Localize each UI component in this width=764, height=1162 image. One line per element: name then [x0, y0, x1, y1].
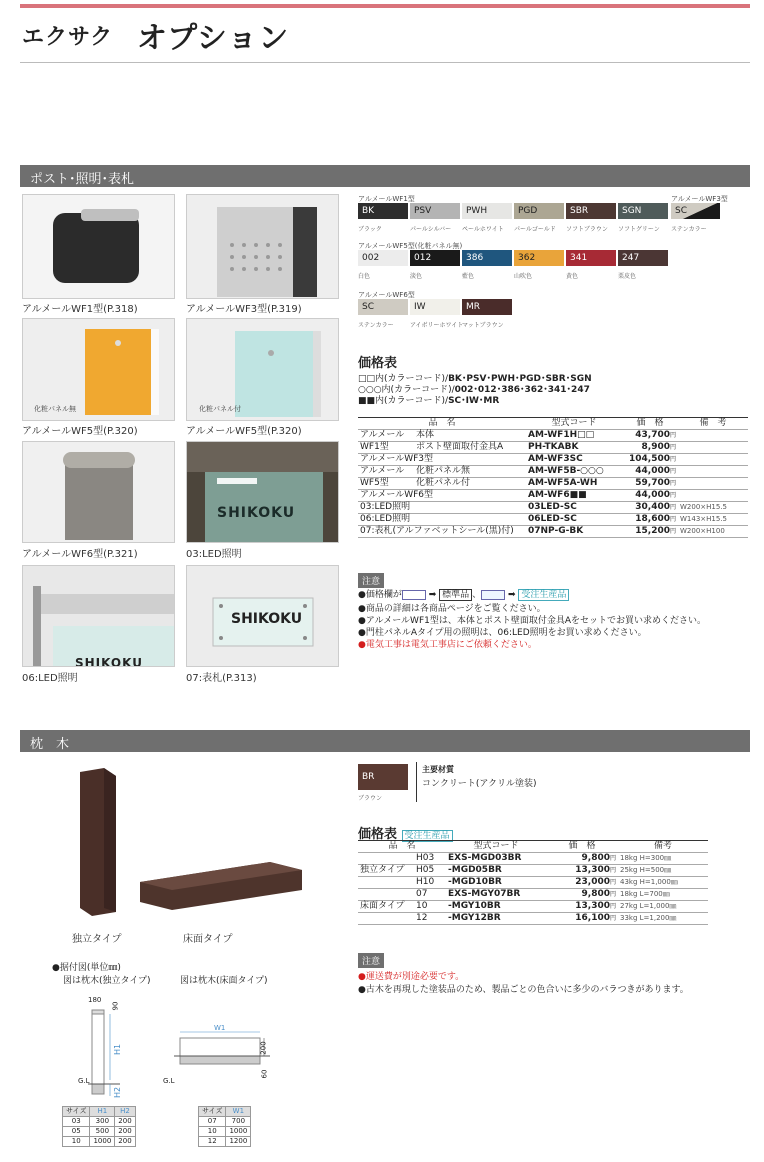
- legend-codes: 002･012･386･362･341･247: [454, 385, 590, 395]
- installation-drawing: [60, 990, 290, 1100]
- price-value: 18,600: [635, 514, 670, 524]
- table-row: [358, 430, 748, 442]
- price-value: 13,300: [575, 865, 610, 875]
- remarks-cell: [678, 454, 748, 466]
- swatch-code: 247: [622, 253, 640, 263]
- model-code-cell: EXS-MGD03BR: [446, 853, 546, 865]
- caption-wf1: アルメールWF1型(P.318): [22, 304, 138, 315]
- size-row: [199, 1137, 251, 1147]
- product-name-cell: [358, 877, 446, 889]
- table-row: [358, 514, 748, 526]
- section-header-post: ポスト･照明･表札: [20, 165, 750, 187]
- product-group: 06:LED照明: [360, 514, 411, 524]
- price-value: 16,100: [575, 913, 610, 923]
- yen-unit: 円: [609, 867, 616, 874]
- price-cell: [622, 490, 678, 502]
- remarks-cell: [678, 430, 748, 442]
- price-table-sleeper: [358, 840, 708, 925]
- model-code-cell: -MGD05BR: [446, 865, 546, 877]
- yen-unit: 円: [609, 855, 616, 862]
- table-row: [358, 901, 708, 913]
- product-variant: H10: [416, 877, 435, 887]
- wf3-swatch-name: ステンカラー: [671, 226, 707, 233]
- swatch-name: マットブラウン: [462, 322, 504, 329]
- size-cell: 07: [199, 1117, 226, 1127]
- legend-line: [358, 385, 592, 396]
- swatch-code: 362: [518, 253, 536, 263]
- remarks-cell: [678, 490, 748, 502]
- yen-unit: 円: [669, 432, 676, 439]
- wf5-swatch-row: [358, 250, 718, 280]
- size-table-standalone: [62, 1106, 136, 1147]
- remarks-cell: [678, 478, 748, 490]
- swatch-name: アイボリーホワイト: [410, 322, 464, 329]
- product-group: 独立タイプ: [360, 865, 405, 875]
- swatch-code: SGN: [622, 206, 642, 216]
- color-swatch: [566, 250, 616, 266]
- size-row: [199, 1117, 251, 1127]
- size-table-floor: [198, 1106, 251, 1147]
- swatch-name: 栗皮色: [618, 273, 637, 280]
- product-group: 03:LED照明: [360, 502, 411, 512]
- yen-unit: 円: [669, 480, 676, 487]
- notes-heading: 注意: [358, 573, 384, 588]
- yen-unit: 円: [609, 891, 616, 898]
- color-swatch: [618, 250, 668, 266]
- size-cell: 10: [63, 1137, 90, 1147]
- note-text: ●価格欄が: [358, 590, 402, 600]
- dim-60: 60: [260, 1069, 269, 1079]
- swatch-code: PGD: [518, 206, 538, 216]
- dim-90: 90: [111, 1001, 120, 1011]
- product-name-cell: [358, 430, 526, 442]
- model-code-cell: AM-WF6■■: [526, 490, 622, 502]
- remarks-cell: 18kg H=300㎜: [618, 853, 708, 865]
- size-row: [199, 1127, 251, 1137]
- table-row: [358, 853, 708, 865]
- wf1-color-label: アルメールWF1型: [358, 195, 415, 203]
- remarks-cell: [678, 442, 748, 454]
- size-cell: 05: [63, 1127, 90, 1137]
- color-swatch: [462, 250, 512, 266]
- price-cell: [622, 526, 678, 538]
- product-name-cell: [358, 490, 526, 502]
- size-row: [63, 1127, 136, 1137]
- photo-wf6: [22, 441, 175, 543]
- color-swatch: [566, 203, 616, 219]
- color-swatch: [358, 299, 408, 315]
- caption-wf5-panel: アルメールWF5型(P.320): [186, 426, 302, 437]
- remarks-cell: [678, 466, 748, 478]
- price-value: 43,700: [635, 430, 670, 440]
- swatch-name: ブラック: [358, 226, 382, 233]
- product-variant: 07: [416, 889, 428, 899]
- size-header: サイズ: [63, 1107, 90, 1117]
- product-group: WF1型: [360, 442, 389, 452]
- table-row: [358, 466, 748, 478]
- size-cell: 1000: [90, 1137, 115, 1147]
- swatch-code: SC: [362, 302, 374, 312]
- color-swatch: [514, 250, 564, 266]
- swatch-name: ペールホワイト: [462, 226, 504, 233]
- size-cell: 12: [199, 1137, 226, 1147]
- price-cell: [546, 889, 618, 901]
- price-cell: [546, 901, 618, 913]
- wf3-color-label: アルメールWF3型: [671, 195, 728, 203]
- product-group: アルメール: [360, 430, 405, 440]
- remarks-cell: 27kg L=1,000㎜: [618, 901, 708, 913]
- photo-led06: [22, 565, 175, 667]
- swatch-code: 012: [414, 253, 432, 263]
- remarks-cell: 18kg L=700㎜: [618, 889, 708, 901]
- label-with-panel: 化粧パネル付: [199, 405, 241, 413]
- note-red: ●電気工事は電気工事店にご依頼ください。: [358, 640, 537, 650]
- price-cell: [546, 865, 618, 877]
- dim-w1: W1: [214, 1024, 226, 1032]
- dim-h1: H1: [113, 1043, 123, 1056]
- caption-wf3: アルメールWF3型(P.319): [186, 304, 302, 315]
- product-name-cell: [358, 466, 526, 478]
- product-variant: 本体: [416, 430, 435, 440]
- swatch-name: ステンカラー: [358, 322, 394, 329]
- model-code-cell: AM-WF5B-○○○: [526, 466, 622, 478]
- product-name-cell: [358, 502, 526, 514]
- yen-unit: 円: [609, 903, 616, 910]
- product-name-cell: [358, 865, 446, 877]
- material-heading: 主要材質: [422, 765, 454, 774]
- note-line: ●アルメールWF1型は、本体とポスト壁面取付金具Aをセットでお買い求めください。: [358, 616, 707, 626]
- size-row: [63, 1117, 136, 1127]
- product-group: アルメール: [360, 466, 405, 476]
- photo-wf1: [22, 194, 175, 299]
- product-name-cell: [358, 442, 526, 454]
- note-line: ●商品の詳細は各商品ページをご覧ください。: [358, 604, 546, 614]
- model-code-cell: PH-TKABK: [526, 442, 622, 454]
- col-header: 品 名: [358, 841, 446, 853]
- color-swatch: [410, 250, 460, 266]
- sign-text-nameplate: SHIKOKU: [231, 611, 303, 627]
- made-box-icon: [481, 590, 505, 600]
- drawing-caption-right: 図は枕木(床面タイプ): [180, 976, 268, 986]
- legend-pre: ■■内(カラーコード)/: [358, 396, 449, 406]
- table-row: [358, 478, 748, 490]
- br-name: ブラウン: [358, 795, 383, 802]
- price-cell: [622, 514, 678, 526]
- size-cell: 200: [115, 1117, 135, 1127]
- price-cell: [546, 853, 618, 865]
- size-header: H1: [90, 1107, 115, 1117]
- price-value: 8,900: [641, 442, 670, 452]
- caption-wf5-plain: アルメールWF5型(P.320): [22, 426, 138, 437]
- price-heading-text: 価格表: [358, 827, 398, 842]
- product-variant: 12: [416, 913, 428, 923]
- color-swatch: [618, 203, 668, 219]
- caption-floor: 床面タイプ: [183, 934, 233, 945]
- price-cell: [546, 877, 618, 889]
- material-divider: [416, 762, 417, 802]
- photo-wf3: [186, 194, 339, 299]
- product-group: アルメールWF6型: [360, 490, 433, 500]
- std-box-icon: [402, 590, 426, 600]
- legend-line: [358, 374, 592, 385]
- table-row: [358, 526, 748, 538]
- photo-sleepers: [40, 762, 320, 930]
- caption-wf6: アルメールWF6型(P.321): [22, 549, 138, 560]
- swatch-code: 341: [570, 253, 588, 263]
- brand-title: エクサク: [22, 25, 114, 50]
- legend-codes: BK･PSV･PWH･PGD･SBR･SGN: [448, 374, 592, 384]
- sign-text-led06: SHIKOKU: [75, 656, 143, 667]
- yen-unit: 円: [669, 516, 676, 523]
- remarks-cell: W143×H15.5: [678, 514, 748, 526]
- gl-left: G.L: [78, 1077, 90, 1085]
- color-code-legend: [358, 374, 592, 407]
- size-cell: 200: [115, 1137, 135, 1147]
- legend-pre: ○○○内(カラーコード)/: [358, 385, 455, 395]
- product-name-cell: [358, 853, 446, 865]
- col-header: 価 格: [546, 841, 618, 853]
- wf6-color-label: アルメールWF6型: [358, 291, 415, 299]
- price-heading: 価格表: [358, 356, 398, 371]
- col-header: 型式コード: [526, 418, 622, 430]
- yen-unit: 円: [669, 444, 676, 451]
- swatch-code: MR: [466, 302, 481, 312]
- price-cell: [622, 442, 678, 454]
- model-code-cell: AM-WF5A-WH: [526, 478, 622, 490]
- model-code-cell: AM-WF3SC: [526, 454, 622, 466]
- wf3-swatch-code: SC: [675, 206, 687, 216]
- swatch-code: SBR: [570, 206, 589, 216]
- model-code-cell: EXS-MGY07BR: [446, 889, 546, 901]
- product-variant: H05: [416, 865, 435, 875]
- section-header-sleeper: 枕 木: [20, 730, 750, 752]
- size-header: サイズ: [199, 1107, 226, 1117]
- wf1-swatch-row: [358, 203, 718, 233]
- yen-unit: 円: [669, 492, 676, 499]
- yen-unit: 円: [669, 456, 676, 463]
- remarks-cell: W200×H100: [678, 526, 748, 538]
- model-code-cell: -MGY12BR: [446, 913, 546, 925]
- yen-unit: 円: [669, 468, 676, 475]
- dim-h2: H2: [113, 1086, 123, 1099]
- product-name-cell: [358, 913, 446, 925]
- price-cell: [622, 430, 678, 442]
- drawing-caption-left: 図は枕木(独立タイプ): [63, 976, 151, 986]
- model-code-cell: 07NP-G-BK: [526, 526, 622, 538]
- gl-right: G.L: [163, 1077, 175, 1085]
- wf3-swatch: [671, 203, 720, 219]
- photo-led03: [186, 441, 339, 543]
- swatch-code: PSV: [414, 206, 432, 216]
- photo-nameplate: [186, 565, 339, 667]
- made-tag: 受注生産品: [518, 589, 569, 601]
- br-code: BR: [362, 772, 375, 782]
- product-name-cell: [358, 454, 526, 466]
- col-header: 価 格: [622, 418, 678, 430]
- wf6-swatch-row: [358, 299, 558, 329]
- br-swatch: [358, 764, 408, 790]
- swatch-name: ソフトグリーン: [618, 226, 660, 233]
- swatch-code: BK: [362, 206, 375, 216]
- drawing-title: ●据付図(単位㎜): [52, 963, 121, 973]
- price-value: 30,400: [635, 502, 670, 512]
- title-divider: [20, 62, 750, 63]
- product-variant: 化粧パネル無: [416, 466, 471, 476]
- model-code-cell: -MGD10BR: [446, 877, 546, 889]
- swatch-name: 淡色: [410, 273, 423, 280]
- size-cell: 10: [199, 1127, 226, 1137]
- product-variant: H03: [416, 853, 435, 863]
- yen-unit: 円: [669, 528, 676, 535]
- table-row: [358, 877, 708, 889]
- yen-unit: 円: [609, 879, 616, 886]
- table-row: [358, 865, 708, 877]
- product-name-cell: [358, 514, 526, 526]
- swatch-code: IW: [414, 302, 426, 312]
- color-swatch: [462, 203, 512, 219]
- caption-standalone: 独立タイプ: [72, 934, 122, 945]
- size-cell: 1200: [226, 1137, 251, 1147]
- color-swatch: [514, 203, 564, 219]
- size-cell: 300: [90, 1117, 115, 1127]
- yen-unit: 円: [609, 915, 616, 922]
- color-swatch: [358, 250, 408, 266]
- swatch-name: パールシルバー: [410, 226, 452, 233]
- product-group: WF5型: [360, 478, 389, 488]
- std-tag: 標準品: [439, 589, 472, 601]
- yen-unit: 円: [669, 504, 676, 511]
- note-legend: ●価格欄が ➡ 標準品 、 ➡ 受注生産品: [358, 587, 569, 600]
- price-cell: [622, 454, 678, 466]
- caption-led03: 03:LED照明: [186, 549, 242, 560]
- product-name-cell: [358, 526, 526, 538]
- size-header: H2: [115, 1107, 135, 1117]
- swatch-name: パールゴールド: [514, 226, 556, 233]
- size-cell: 03: [63, 1117, 90, 1127]
- swatch-code: 002: [362, 253, 380, 263]
- note-line: ●門柱パネルAタイプ用の照明は、06:LED照明をお買い求めください。: [358, 628, 647, 638]
- size-cell: 700: [226, 1117, 251, 1127]
- note-red-2: ●運送費が別途必要です。: [358, 972, 465, 982]
- table-row: [358, 454, 748, 466]
- caption-nameplate: 07:表札(P.313): [186, 673, 257, 684]
- model-code-cell: -MGY10BR: [446, 901, 546, 913]
- remarks-cell: 33kg L=1,200㎜: [618, 913, 708, 925]
- color-swatch: [358, 203, 408, 219]
- product-variant: 10: [416, 901, 428, 911]
- model-code-cell: AM-WF1H□□: [526, 430, 622, 442]
- swatch-name: 白色: [358, 273, 371, 280]
- table-row: [358, 490, 748, 502]
- product-name-cell: [358, 478, 526, 490]
- color-swatch: [462, 299, 512, 315]
- dim-180: 180: [88, 996, 102, 1004]
- size-cell: 500: [90, 1127, 115, 1137]
- model-code-cell: 06LED-SC: [526, 514, 622, 526]
- size-cell: 1000: [226, 1127, 251, 1137]
- price-table-post: [358, 417, 748, 538]
- note-line-2: ●古木を再現した塗装品のため、製品ごとの色合いに多少のバラつきがあります。: [358, 985, 689, 995]
- top-accent-bar: [20, 4, 750, 8]
- size-header: W1: [226, 1107, 251, 1117]
- remarks-cell: 43kg H=1,000㎜: [618, 877, 708, 889]
- table-row: [358, 889, 708, 901]
- table-row: [358, 502, 748, 514]
- swatch-name: 山吹色: [514, 273, 533, 280]
- legend-codes: SC･IW･MR: [448, 396, 500, 406]
- product-group: 07:表札(アルファベットシール(黒)付): [360, 526, 514, 536]
- table-row: [358, 913, 708, 925]
- price-cell: [622, 478, 678, 490]
- price-cell: [622, 502, 678, 514]
- wf5-color-label: アルメールWF5型(化粧パネル無): [358, 242, 463, 250]
- product-name-cell: [358, 889, 446, 901]
- size-cell: 200: [115, 1127, 135, 1137]
- label-no-panel: 化粧パネル無: [34, 405, 76, 413]
- price-value: 59,700: [635, 478, 670, 488]
- model-code-cell: 03LED-SC: [526, 502, 622, 514]
- caption-led06: 06:LED照明: [22, 673, 78, 684]
- product-group: アルメールWF3型: [360, 454, 433, 464]
- table-row: [358, 442, 748, 454]
- product-group: 床面タイプ: [360, 901, 405, 911]
- price-value: 104,500: [628, 454, 670, 464]
- remarks-cell: 25kg H=500㎜: [618, 865, 708, 877]
- col-header: 備考: [618, 841, 708, 853]
- col-header: 型式コード: [446, 841, 546, 853]
- dim-200: 200: [259, 1041, 268, 1055]
- color-swatch: [410, 299, 460, 315]
- made-to-order-tag: 受注生産品: [402, 830, 453, 842]
- price-value: 9,800: [581, 853, 610, 863]
- swatch-name: 藍色: [462, 273, 475, 280]
- price-value: 44,000: [635, 466, 670, 476]
- price-value: 9,800: [581, 889, 610, 899]
- price-cell: [622, 466, 678, 478]
- color-swatch: [410, 203, 460, 219]
- remarks-cell: W200×H15.5: [678, 502, 748, 514]
- swatch-name: ソフトブラウン: [566, 226, 608, 233]
- price-cell: [546, 913, 618, 925]
- legend-line: [358, 396, 592, 407]
- swatch-code: PWH: [466, 206, 488, 216]
- page-title: オプション: [137, 21, 290, 56]
- price-value: 15,200: [635, 526, 670, 536]
- product-name-cell: [358, 901, 446, 913]
- product-variant: 化粧パネル付: [416, 478, 471, 488]
- swatch-name: 黄色: [566, 273, 579, 280]
- col-header: 備 考: [678, 418, 748, 430]
- price-value: 44,000: [635, 490, 670, 500]
- swatch-code: 386: [466, 253, 484, 263]
- material-value: コンクリート(アクリル塗装): [422, 779, 537, 789]
- size-row: [63, 1137, 136, 1147]
- col-header: 品 名: [358, 418, 526, 430]
- product-variant: ポスト壁面取付金具A: [416, 442, 504, 452]
- sign-text-led03: SHIKOKU: [217, 505, 296, 521]
- price-value: 13,300: [575, 901, 610, 911]
- notes-heading-2: 注意: [358, 953, 384, 968]
- legend-pre: □□内(カラーコード)/: [358, 374, 449, 384]
- note-sep: 、: [472, 590, 482, 600]
- price-value: 23,000: [575, 877, 610, 887]
